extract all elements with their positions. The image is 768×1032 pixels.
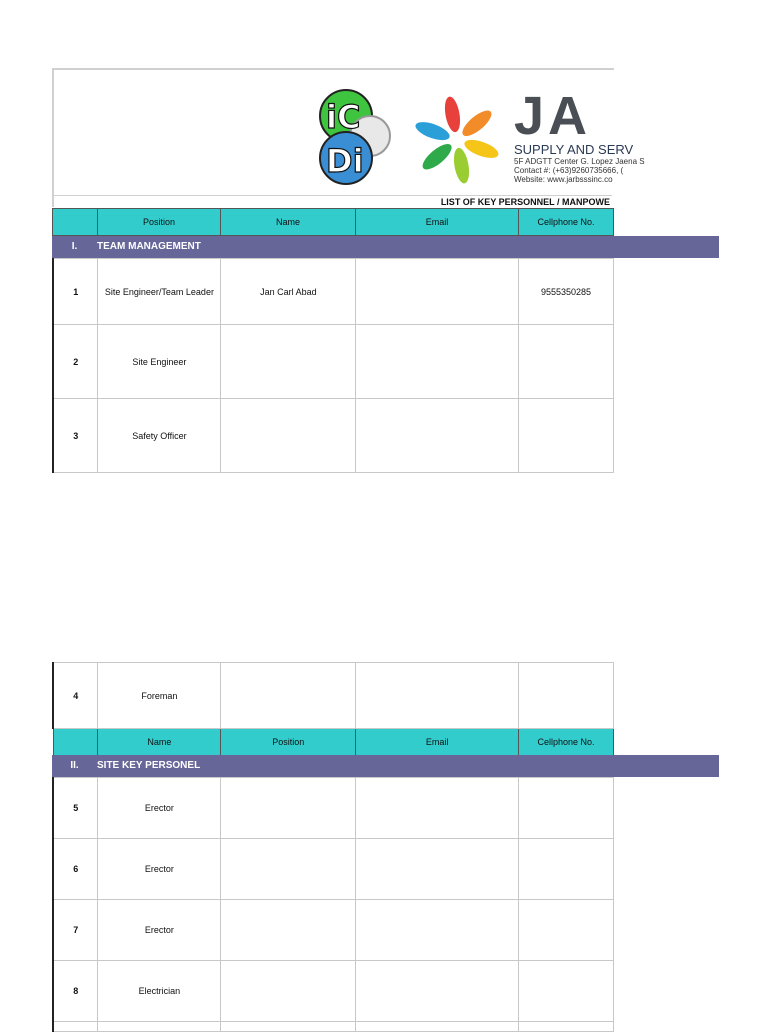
- jarb-flower-logo: [412, 94, 502, 184]
- header-cell-position: Position: [221, 729, 356, 756]
- row-email[interactable]: [356, 961, 519, 1022]
- site-personnel-table-body: [52, 777, 614, 1032]
- row-number: 1: [53, 259, 98, 325]
- header-cell-number: [53, 209, 98, 236]
- header-cell-cellphone: Cellphone No.: [519, 729, 614, 756]
- personnel-table-header: [52, 208, 614, 236]
- company-contact: Contact #: (+63)9260735666, (: [514, 166, 624, 175]
- svg-text:Di: Di: [326, 142, 364, 180]
- row-email[interactable]: [356, 900, 519, 961]
- table-row-partial: [53, 1022, 614, 1032]
- row-number: 6: [53, 839, 98, 900]
- company-website: Website: www.jarbsssinc.co: [514, 175, 613, 184]
- section-bar-team-management: [52, 236, 719, 258]
- row-name: [221, 1022, 356, 1032]
- row-email[interactable]: [356, 778, 519, 839]
- row-cellphone[interactable]: [519, 961, 614, 1022]
- row-cellphone[interactable]: [519, 839, 614, 900]
- company-subtitle: SUPPLY AND SERV: [514, 142, 634, 157]
- company-address: 5F ADGTT Center G. Lopez Jaena S: [514, 157, 645, 166]
- section-number: II.: [70, 760, 79, 771]
- document-page-2: [52, 662, 614, 1024]
- row-number: 2: [53, 325, 98, 399]
- row-cellphone[interactable]: [519, 900, 614, 961]
- personnel-table-body: [52, 258, 614, 473]
- table-row: [53, 663, 614, 729]
- row-name[interactable]: [221, 900, 356, 961]
- row-name[interactable]: [221, 961, 356, 1022]
- header-cell-email: Email: [356, 209, 519, 236]
- table-row: [53, 259, 614, 325]
- row-email[interactable]: [356, 325, 519, 399]
- row-position[interactable]: Safety Officer: [98, 399, 221, 473]
- row-name[interactable]: [221, 839, 356, 900]
- company-name: JA: [514, 86, 592, 146]
- row-position[interactable]: Erector: [98, 839, 221, 900]
- row-name[interactable]: [221, 778, 356, 839]
- header-cell-number: [53, 729, 98, 756]
- row-email: [356, 1022, 519, 1032]
- table-header-row: [53, 209, 614, 236]
- row-email[interactable]: [356, 399, 519, 473]
- row-cellphone: [519, 1022, 614, 1032]
- document-page-1: [52, 68, 645, 474]
- row-position[interactable]: Erector: [98, 778, 221, 839]
- row-cellphone[interactable]: [519, 663, 614, 729]
- row-position[interactable]: Foreman: [98, 663, 221, 729]
- row-email[interactable]: [356, 259, 519, 325]
- table-header-row: [53, 729, 614, 756]
- section-number: I.: [71, 241, 78, 252]
- table-row: [53, 325, 614, 399]
- header-cell-position: Position: [98, 209, 221, 236]
- row-number: 8: [53, 961, 98, 1022]
- row-position: [98, 1022, 221, 1032]
- personnel-table-continued: [52, 662, 614, 756]
- row-number: 3: [53, 399, 98, 473]
- table-row: [53, 839, 614, 900]
- row-cellphone[interactable]: [519, 325, 614, 399]
- document-title: LIST OF KEY PERSONNEL / MANPOWE: [52, 195, 612, 207]
- row-number: 4: [53, 663, 98, 729]
- header-cell-name: Name: [98, 729, 221, 756]
- section-bar-site-key-personel: [52, 755, 719, 777]
- table-row: [53, 900, 614, 961]
- row-number: 7: [53, 900, 98, 961]
- row-number: [53, 1022, 98, 1032]
- table-row: [53, 399, 614, 473]
- row-cellphone[interactable]: [519, 778, 614, 839]
- company-brand: [514, 86, 645, 184]
- row-email[interactable]: [356, 663, 519, 729]
- svg-text:iC: iC: [326, 98, 361, 136]
- section-label: SITE KEY PERSONEL: [97, 760, 201, 771]
- row-cellphone[interactable]: 9555350285: [519, 259, 614, 325]
- icdi-logo: [316, 88, 396, 186]
- row-name[interactable]: Jan Carl Abad: [221, 259, 356, 325]
- row-cellphone[interactable]: [519, 399, 614, 473]
- row-name[interactable]: [221, 325, 356, 399]
- header-cell-name: Name: [221, 209, 356, 236]
- row-number: 5: [53, 778, 98, 839]
- row-position[interactable]: Erector: [98, 900, 221, 961]
- table-row: [53, 778, 614, 839]
- row-position[interactable]: Electrician: [98, 961, 221, 1022]
- row-name[interactable]: [221, 663, 356, 729]
- section-label: TEAM MANAGEMENT: [97, 241, 201, 252]
- header-cell-email: Email: [356, 729, 519, 756]
- header-cell-cellphone: Cellphone No.: [519, 209, 614, 236]
- table-row: [53, 961, 614, 1022]
- document-header: [52, 68, 645, 197]
- row-position[interactable]: Site Engineer/Team Leader: [98, 259, 221, 325]
- row-name[interactable]: [221, 399, 356, 473]
- row-position[interactable]: Site Engineer: [98, 325, 221, 399]
- row-email[interactable]: [356, 839, 519, 900]
